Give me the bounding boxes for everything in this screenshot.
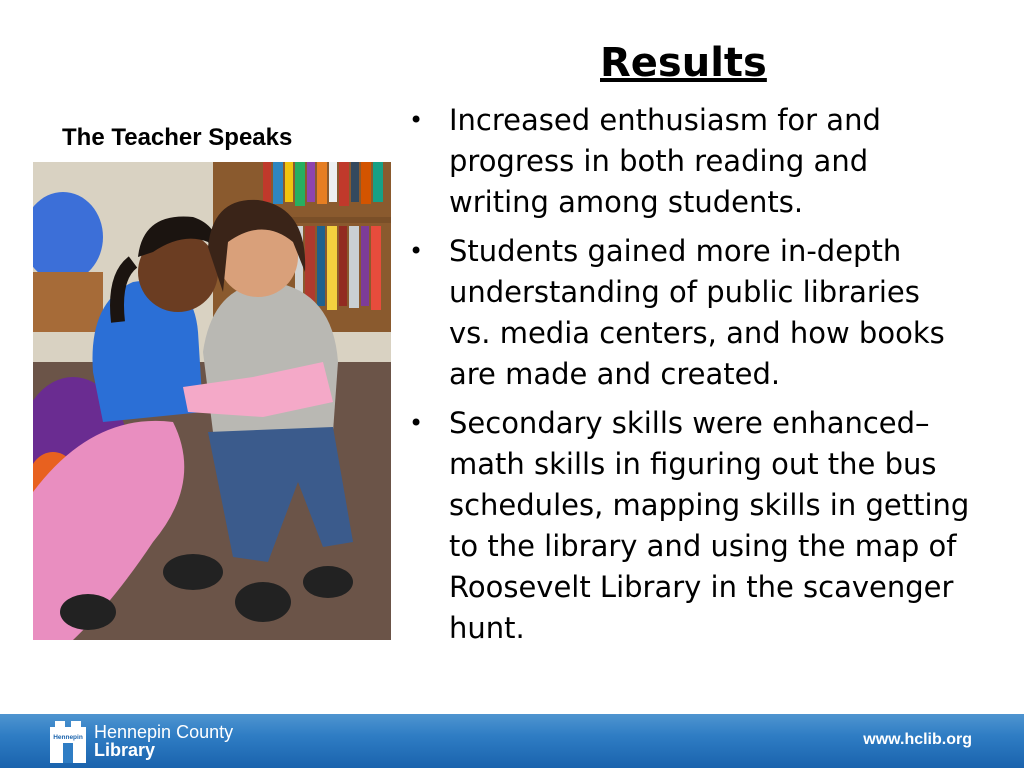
photo-illustration xyxy=(33,162,391,640)
bullet-text: Increased enthusiasm for and progress in both reading and writing among students. xyxy=(449,103,881,219)
bullet-icon: • xyxy=(409,106,424,134)
footer-bar xyxy=(0,714,1024,768)
library-logo-icon xyxy=(50,719,86,763)
bullet-text: Secondary skills were enhanced– math skills in figuring out the bus schedules, mapping skills in getting to the library and using the map of Roosevelt Library in the scavenger hunt. xyxy=(449,406,970,645)
slide-title: Results xyxy=(600,40,767,86)
bullet-icon: • xyxy=(409,409,424,437)
library-logo xyxy=(50,718,233,764)
website-url: www.hclib.org xyxy=(863,731,972,748)
photo-heading: The Teacher Speaks xyxy=(62,124,293,151)
logo-line-1: Hennepin County xyxy=(94,722,234,742)
logo-line-2: Library xyxy=(94,740,156,760)
students-reading-photo xyxy=(33,162,391,640)
list-item xyxy=(405,403,970,649)
list-item xyxy=(405,100,970,223)
results-list xyxy=(405,100,970,657)
bullet-icon: • xyxy=(409,237,424,265)
bullet-text: Students gained more in-depth understanding of public libraries vs. media centers, and how books are made and created. xyxy=(449,234,945,391)
logo-mark-text: Hennepin xyxy=(53,734,83,741)
list-item xyxy=(405,231,970,395)
